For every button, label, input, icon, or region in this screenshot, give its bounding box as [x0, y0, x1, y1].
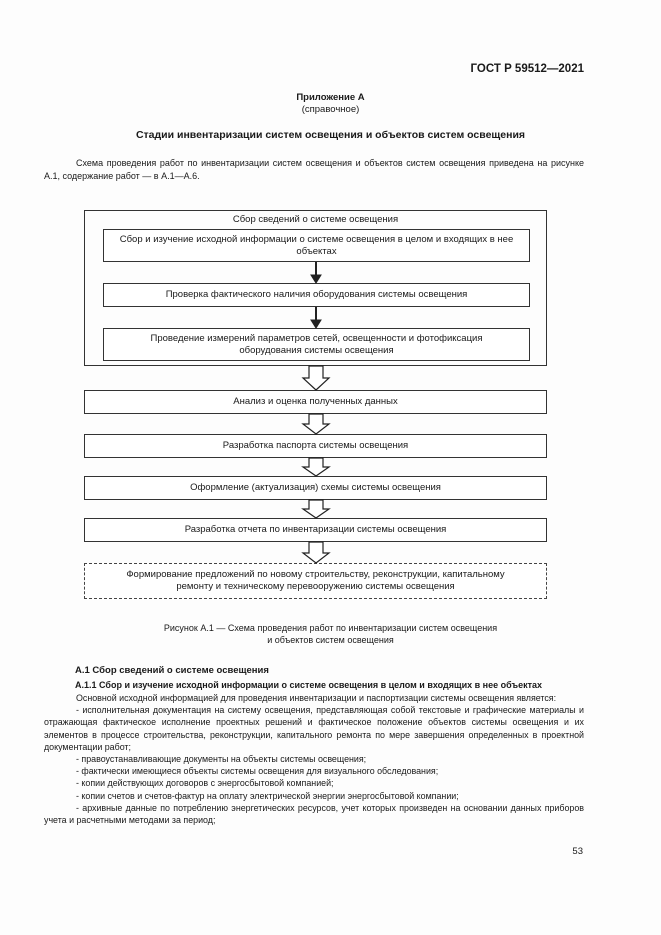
figure-caption-line2: и объектов систем освещения [267, 635, 394, 645]
section-a11-heading: А.1.1 Сбор и изучение исходной информации о системе освещения в целом и входящих в нее объектах [75, 680, 543, 690]
list-item: - копии действующих договоров с энергосбытовой компанией; [76, 778, 334, 789]
diagram-step-report: Разработка отчета по инвентаризации системы освещения [84, 518, 547, 542]
arrow-down-2-head [311, 320, 321, 328]
appendix-subtitle: (справочное) [301, 104, 360, 115]
diagram-step-passport: Разработка паспорта системы освещения [84, 434, 547, 458]
page-number: 53 [572, 846, 583, 857]
section-title: Стадии инвентаризации систем освещения и объектов систем освещения [135, 129, 526, 141]
standard-number: ГОСТ Р 59512—2021 [470, 63, 584, 75]
body-lead: Основной исходной информацией для проведения инвентаризации и паспортизации системы освещения является: [76, 693, 557, 703]
diagram-step-analysis: Анализ и оценка полученных данных [84, 390, 547, 414]
appendix-title: Приложение А [296, 92, 365, 103]
list-item: - исполнительная документация на систему освещения, представляющая собой текстовые и графические материалы и отражающая фактическое исполнение проектных решений и фактическое положение объектов системы освещения и их элементов в процессе строительства, реконструкции, капитального ремонта по мере завершения определенных в проектной документации работ; [44, 705, 584, 752]
list-item: - копии счетов и счетов-фактур на оплату электрической энергии энергосбытовой компании; [76, 790, 459, 801]
diagram-step-proposals: Формирование предложений по новому строительству, реконструкции, капитальному ремонту и техническому перевооружению системы освещения [84, 563, 547, 599]
diagram-step-verify: Проверка фактического наличия оборудования системы освещения [103, 283, 530, 307]
hollow-arrow-2 [303, 414, 329, 434]
hollow-arrow-4 [303, 500, 329, 518]
list-item: - архивные данные по потреблению энергетических ресурсов, учет которых произведен на основании данных приборов учета и расчетными методами за период; [44, 802, 584, 826]
intro-paragraph: Схема проведения работ по инвентаризации систем освещения и объектов систем освещения приведена на рисунке А.1, содержание работ — в А.1—А.6. [44, 158, 584, 181]
section-a1-heading: А.1 Сбор сведений о системе освещения [75, 665, 269, 676]
hollow-arrow-5 [303, 542, 329, 563]
diagram-step-scheme: Оформление (актуализация) схемы системы освещения [84, 476, 547, 500]
diagram-step-collect: Сбор и изучение исходной информации о системе освещения в целом и входящих в нее объектах [103, 229, 530, 262]
hollow-arrow-1 [303, 366, 329, 390]
arrow-down-1-head [311, 275, 321, 283]
hollow-arrow-3 [303, 458, 329, 476]
list-item: - фактически имеющиеся объекты системы освещения для визуального обследования; [76, 766, 439, 777]
diagram-step-measure: Проведение измерений параметров сетей, освещенности и фотофиксация оборудования системы освещения [103, 328, 530, 361]
body-text [44, 692, 584, 826]
diagram-group-title: Сбор сведений о системе освещения [232, 214, 399, 225]
list-item: - правоустанавливающие документы на объекты системы освещения; [76, 754, 367, 765]
figure-caption-line1: Рисунок А.1 — Схема проведения работ по инвентаризации систем освещения [163, 623, 498, 633]
